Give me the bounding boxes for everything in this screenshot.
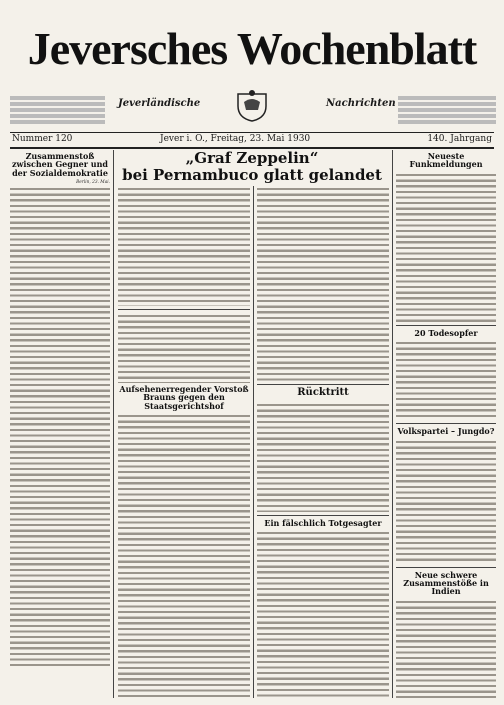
main-headline-line1: „Graf Zeppelin“ — [185, 149, 319, 167]
masthead-title: Jeversches Wochenblatt — [27, 23, 477, 74]
right-column-heading-3: Neue schwere Zusammenstöße in Indien — [403, 569, 489, 597]
issue-number: Nummer 120 — [12, 134, 73, 144]
mid-heading-totgesagter: Ein fälschlich Totgesagter — [264, 517, 382, 528]
right-column-subheading: 20 Todesopfer — [414, 327, 478, 338]
main-headline-line2: bei Pernambuco glatt gelandet — [122, 166, 382, 184]
main-headline — [116, 150, 388, 184]
center-right-column — [257, 186, 389, 698]
right-column-heading-2: Volkspartei – Jungdo? — [397, 426, 495, 437]
column-divider-2 — [253, 186, 254, 698]
subtitle-right: Nachrichten — [326, 98, 396, 109]
subtitle-left: Jeverländische — [118, 98, 201, 109]
masthead-rule-top — [10, 132, 494, 133]
mid-heading-ruecktritt: Rücktritt — [297, 387, 349, 398]
right-column-heading: Neueste Funkmeldungen — [409, 151, 483, 170]
masthead-right-notice — [398, 96, 496, 124]
center-left-column — [118, 186, 250, 698]
left-column — [10, 150, 110, 698]
column-divider-3 — [392, 150, 393, 698]
mid-heading-braun: Aufsehenerregender Vorstoß Brauns gegen den Staatsgerichtshof — [119, 384, 249, 411]
left-column-dateline: Berlin, 23. Mai. — [76, 180, 110, 186]
dateline-bar — [10, 134, 494, 146]
coat-of-arms-icon — [232, 88, 272, 122]
volume-number: 140. Jahrgang — [427, 134, 492, 144]
left-column-heading: Zusammenstoß zwischen Gegner und der Sozialdemokratie — [12, 151, 108, 178]
column-divider-1 — [113, 150, 114, 698]
left-column-text — [10, 186, 110, 666]
right-column — [396, 150, 496, 698]
masthead-left-notice — [10, 96, 105, 124]
place-and-date: Jever i. O., Freitag, 23. Mai 1930 — [160, 134, 311, 144]
